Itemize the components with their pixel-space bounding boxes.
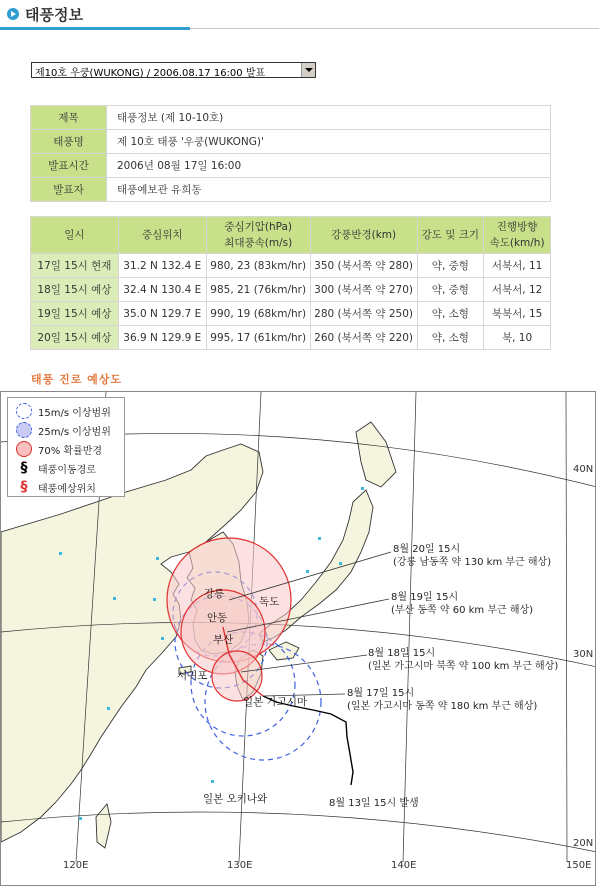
place-dokdo: 독도 (259, 596, 280, 608)
parallel-20n (1, 812, 596, 852)
lon-label-130e: 130E (227, 860, 253, 871)
cell-position: 32.4 N 130.4 E (118, 278, 206, 302)
callout-desc: (부산 동쪽 약 60 km 부근 해상) (391, 605, 534, 616)
info-label: 제목 (31, 106, 107, 130)
table-row (31, 302, 551, 326)
legend-item-15ms (14, 402, 111, 420)
legend-item-prob (14, 440, 102, 458)
info-value: 제 10호 태풍 '우쿵(WUKONG)' (107, 130, 551, 154)
cell-direction: 북, 10 (484, 326, 551, 350)
callout-time: 8월 18일 15시 (368, 648, 436, 659)
lat-label-30n: 30N (573, 649, 594, 660)
col-header-pressure-line1: 중심기압(hPa) (224, 221, 293, 233)
legend-label: 25m/s 이상범위 (38, 426, 111, 438)
callout-aug17 (347, 687, 537, 713)
lat-label-40n: 40N (573, 464, 594, 475)
land-japan-hokkaido (356, 422, 396, 487)
cell-position: 35.0 N 129.7 E (118, 302, 206, 326)
info-label: 태풍명 (31, 130, 107, 154)
info-row (31, 154, 551, 178)
info-row (31, 130, 551, 154)
bulletin-info-table (30, 105, 551, 202)
callout-aug13: 8월 13일 15시 발생 (329, 798, 419, 809)
cell-time: 19일 15시 예상 (31, 302, 119, 326)
info-row (31, 106, 551, 130)
col-header-pressure (206, 217, 310, 254)
cell-radius: 350 (북서쪽 약 280) (310, 254, 417, 278)
col-header-position: 중심위치 (118, 217, 206, 254)
filled-dashed-circle-icon (14, 422, 34, 438)
bulletin-select[interactable] (31, 62, 316, 78)
legend-item-forecast (14, 478, 96, 496)
typhoon-forecast-icon: § (20, 479, 28, 495)
callout-aug18 (368, 647, 558, 673)
col-header-direction-line1: 진행방향 (496, 221, 538, 233)
meridian-150e (566, 392, 567, 862)
page-title: 태풍정보 (25, 6, 83, 24)
callout-desc: (강릉 남동쪽 약 130 km 부근 해상) (393, 557, 552, 568)
place-busan: 부산 (213, 634, 234, 646)
info-value: 태풍예보관 유희동 (107, 178, 551, 202)
callout-time: 8월 20일 15시 (393, 544, 461, 555)
col-header-direction-line2: 속도(km/h) (489, 237, 545, 249)
cell-intensity: 약, 소형 (417, 302, 484, 326)
lon-label-140e: 140E (391, 860, 417, 871)
table-row (31, 326, 551, 350)
bullet-arrow-icon (7, 8, 19, 20)
info-value: 2006년 08월 17일 16:00 (107, 154, 551, 178)
callout-desc: (일본 가고시마 동쪽 약 180 km 부근 해상) (347, 701, 538, 712)
place-okinawa: 일본 오키나와 (203, 793, 268, 805)
typhoon-track-table (30, 216, 551, 350)
land-taiwan (96, 804, 111, 848)
map-section-title: 태풍 진로 예상도 (31, 373, 123, 386)
col-header-time: 일시 (31, 217, 119, 254)
lat-label-20n: 20N (573, 838, 594, 849)
legend-item-25ms (14, 421, 111, 439)
info-label: 발표시간 (31, 154, 107, 178)
typhoon-forecast-map (0, 391, 596, 886)
dashed-circle-icon (14, 403, 34, 419)
place-kagoshima: 일본 가고시마 (243, 696, 308, 708)
cell-radius: 260 (북서쪽 약 220) (310, 326, 417, 350)
col-header-pressure-line2: 최대풍속(m/s) (224, 237, 293, 249)
header-divider (190, 28, 599, 29)
lon-label-120e: 120E (63, 860, 89, 871)
legend-item-path (14, 459, 96, 477)
legend-label: 태풍예상위치 (38, 483, 96, 495)
cell-position: 31.2 N 132.4 E (118, 254, 206, 278)
table-row (31, 278, 551, 302)
meridian-140e (403, 392, 416, 862)
info-value: 태풍정보 (제 10-10호) (107, 106, 551, 130)
header-underline (0, 27, 190, 30)
cell-time: 20일 15시 예상 (31, 326, 119, 350)
col-header-direction (484, 217, 551, 254)
probability-circle-icon (14, 441, 34, 457)
info-label: 발표자 (31, 178, 107, 202)
track-header-row (31, 217, 551, 254)
cell-pressure: 980, 23 (83km/hr) (206, 254, 310, 278)
cell-direction: 서북서, 12 (484, 278, 551, 302)
col-header-intensity: 강도 및 크기 (417, 217, 484, 254)
cell-time: 17일 15시 현재 (31, 254, 119, 278)
cell-time: 18일 15시 예상 (31, 278, 119, 302)
cell-position: 36.9 N 129.9 E (118, 326, 206, 350)
past-track-line (263, 696, 353, 785)
typhoon-path-icon: § (20, 460, 28, 476)
legend-label: 70% 확률반경 (38, 445, 103, 457)
cell-pressure: 985, 21 (76km/hr) (206, 278, 310, 302)
place-gangneung: 강릉 (204, 588, 225, 600)
cell-radius: 280 (북서쪽 약 250) (310, 302, 417, 326)
cell-radius: 300 (북서쪽 약 270) (310, 278, 417, 302)
callout-desc: (일본 가고시마 북쪽 약 100 km 부근 해상) (368, 661, 559, 672)
cell-pressure: 995, 17 (61km/hr) (206, 326, 310, 350)
cell-pressure: 990, 19 (68km/hr) (206, 302, 310, 326)
place-andong: 안동 (207, 612, 228, 624)
lon-label-150e: 150E (566, 860, 592, 871)
page-header (0, 0, 599, 32)
place-seogwipo: 서귀포 (177, 670, 208, 682)
callout-aug19 (391, 591, 533, 617)
legend-label: 15m/s 이상범위 (38, 407, 111, 419)
col-header-radius: 강풍반경(km) (310, 217, 417, 254)
legend-label: 태풍이동경로 (38, 464, 96, 476)
cell-direction: 서북서, 11 (484, 254, 551, 278)
callout-aug20 (393, 543, 551, 569)
cell-intensity: 약, 중형 (417, 254, 484, 278)
dropdown-arrow-icon[interactable] (301, 63, 315, 77)
table-row (31, 254, 551, 278)
bulletin-select-value: 제10호 우쿵(WUKONG) / 2006.08.17 16:00 발표 (35, 68, 266, 79)
cell-intensity: 약, 중형 (417, 278, 484, 302)
callout-time: 8월 19일 15시 (391, 592, 459, 603)
info-row (31, 178, 551, 202)
cell-direction: 북북서, 15 (484, 302, 551, 326)
map-legend (7, 397, 125, 497)
cell-intensity: 약, 소형 (417, 326, 484, 350)
callout-time: 8월 17일 15시 (347, 688, 415, 699)
